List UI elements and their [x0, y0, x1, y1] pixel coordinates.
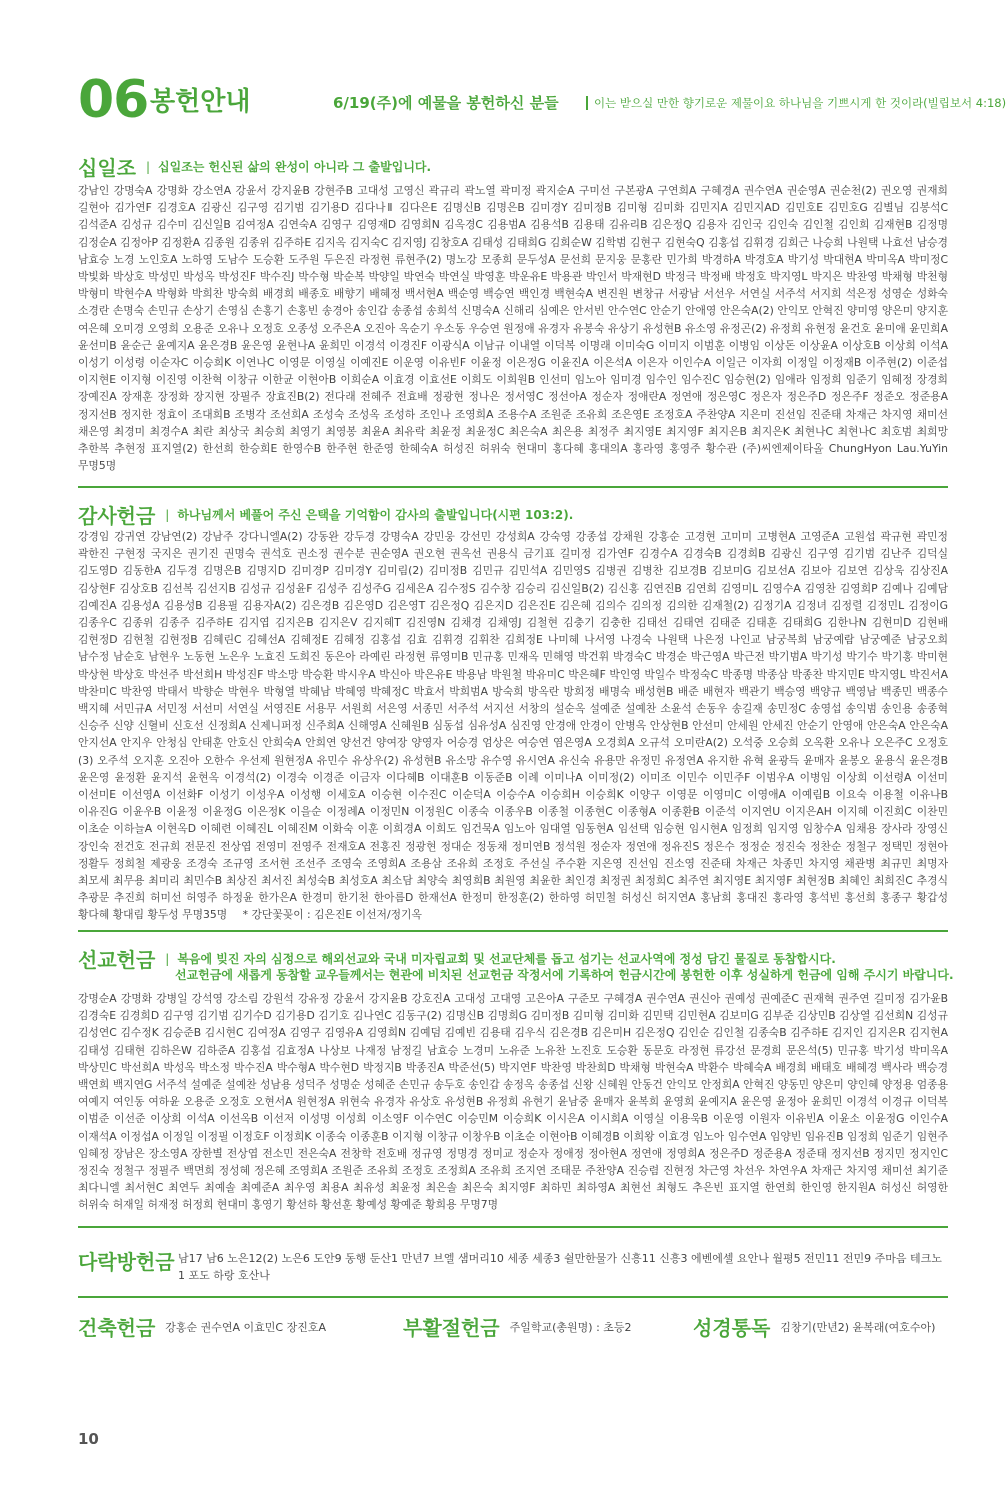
thanks-title: 감사헌금 [78, 504, 156, 528]
bible-title: 성경통독 [693, 1316, 771, 1340]
thanks-description: 하나님께서 베풀어 주신 은택을 기억함이 감사의 출발입니다(시편 103:2). [177, 508, 574, 522]
page-title: 봉헌안내 [150, 87, 251, 117]
tithe-heading [78, 152, 431, 181]
easter-names: 주일학교(총원명) : 초등2 [509, 1320, 632, 1334]
thanks-note: * 강단꽃꽂이 : 김은진E 이선저/정기옥 [242, 908, 422, 922]
tithe-description: 십일조는 헌신된 삶의 완성이 아니라 그 출발입니다. [158, 160, 432, 174]
header-divider [586, 96, 588, 110]
section-divider [78, 1226, 948, 1228]
easter-title: 부활절헌금 [403, 1316, 500, 1340]
building-offering [78, 1312, 326, 1341]
darabang-list: 남17 남6 노은12(2) 노은6 도안9 동행 둔산1 만년7 브엘 샘머리10 세종 세종3 쉴만한물가 신흥11 신흥3 에벤에셀 요안나 월평5 전민11 전민9 주마음 테크노1 포도 하랑 호산나 [178, 1252, 942, 1282]
mission-title: 선교헌금 [78, 948, 156, 972]
page-number: 10 [78, 1430, 99, 1448]
separator: | [165, 507, 170, 522]
mission-description: 복음에 빚진 자의 심정으로 해외선교와 국내 미자립교회 및 선교단체를 돕고 섬기는 선교사역에 정성 담긴 물질로 동참합시다. [177, 952, 836, 966]
tithe-title: 십일조 [78, 156, 136, 180]
building-names: 강홍순 권수연A 이효민C 장진호A [165, 1320, 327, 1334]
tithe-names: 강남인 강명숙A 강명화 강소연A 강윤서 강지윤B 강현주B 고대성 고영신 곽규리 곽노열 곽미정 곽지순A 구미선 구본광A 구연희A 구혜경A 권수연A 권순영A 권순천(2) 권오영 권재희 길현아 김가연F 김경호A 김광신 김구영 김기범 김기용D 김다나Ⅱ 김다은E 김명신B 김명은B 김미경Y 김미정B 김미형 김미화 김민지A 김민지AD 김민호E 김민호G 김별님 김봉석C 김석준A 김성규 김수미 김신일B 김여정A 김연숙A 김영구 김영재D 김영희N 김옥경C 김용범A 김용석B 김용태 김유리B 김은정Q 김용자 김인국 김인숙 김인철 김인희 김재현B 김정명 김정순A 김정아P 김정환A 김종원 김종위 김주하E 김지옥 김지숙C 김지영J 김창호A 김태성 김태희G 김희순W 김학범 김현구 김현숙Q 김홍섭 김휘경 김희근 나승희 나원택 나효선 남승경 남효승 노경 노인호A 노하영 도남수 도승환 도주원 두은진 라정현 류현주(2) 명노강 모종희 문두성A 문선희 문지웅 문홍란 민가희 박경하A 박경호A 박기성 박대현A 박미옥A 박미정C 박빛화 박상호 박성민 박성옥 박성진F 박수진J 박수형 박순복 박양일 박연숙 박연실 박영훈 박운유E 박용관 박인서 박재현D 박정극 박정배 박정호 박지영L 박지은 박찬영 박채형 박천형 박형미 박현수A 박형화 박희찬 방숙희 배경희 배종호 배향기 배혜정 백서현A 백순영 백승연 백인경 백현숙A 변진원 변창규 서광남 서선우 서연실 서주석 서지희 석은정 성영순 성화숙 소경란 손명숙 손민규 손상기 손영심 손홍기 손홍빈 송경아 송인갑 송종섭 송희석 신명숙A 신해리 심예은 안서빈 안수연C 안순기 안애영 안은숙A(2) 안익모 안혁진 양미영 양은미 양지훈 여은혜 오미경 오영희 오용준 오유나 오정호 오종성 오주은A 오진아 옥순기 우소동 우승연 원정애 유경자 유봉숙 유상기 유성현B 유소영 유정곤(2) 유정희 유현정 윤건호 윤미애 윤민희A 윤선미B 윤순근 윤예지A 윤은경B 윤은영 윤현나A 윤희민 이경석 이경진F 이광식A 이남규 이내열 이덕복 이명래 이미숙G 이미지 이범훈 이병임 이상돈 이상윤A 이상호B 이상희 이석A 이성기 이성령 이순자C 이승희K 이연나C 이영문 이영실 이예진E 이운영 이유빈F 이윤정 이은정G 이윤진A 이은석A 이은자 이인수A 이일근 이자희 이정일 이정재B 이주현(2) 이준섭 이지현E 이지형 이진영 이찬혁 이창규 이한균 이현아B 이희순A 이효경 이효선E 이희도 이희원B 인선미 임노아 임미경 임수인 임수진C 임승현(2) 임애라 임정희 임준기 임혜정 장경희 장예진A 장재훈 장정화 장지현 장필주 장효진B(2) 전다래 전혜주 전효배 정광현 정나은 정서영C 정선아A 정순자 정애란A 정연애 정은영C 정은자 정은주D 정은주F 정준오 정준용A 정지선B 정지한 정효이 조대희B 조병각 조선희A 조성숙 조성옥 조성하 조인나 조영희A 조용수A 조원준 조유희 조은영E 조정호A 주찬양A 지은미 진선임 진준태 차재근 차지영 채미선 채은영 최경미 최경수A 최란 최상국 최승희 최영기 최영봉 최윤A 최유락 최윤정 최윤정C 최은숙A 최은용 최정주 최지영E 최지영F 최지은B 최지은K 최현나C 최현나C 최호범 최희망 추한복 추현정 표지열(2) 한선희 한승희E 한영수B 한주현 한준영 한혜숙A 허성진 허위숙 현대미 홍다혜 홍대의A 홍라영 홍영주 황수관 (주)씨엔제이타올 ChungHyon Lau.YuYin 무명5명 [78, 184, 948, 473]
page-header [78, 70, 1006, 130]
mission-names: 강명순A 강명화 강병일 강석영 강소림 강원석 강유정 강윤서 강지윤B 강호진A 고대성 고대영 고은아A 구준모 구혜경A 권수연A 권신아 권예성 권예준C 권재혁 권주연 길미정 김가윤B 김경숙E 김경희D 김구영 김기범 김기수D 김기용D 김기호 김나연C 김동구(2) 김명신B 김명희G 김미정B 김미형 김미화 김민택 김민현A 김보미G 김부준 김상민B 김상열 김선희N 김성규 김성연C 김수정K 김승준B 김시현C 김여정A 김영구 김영유A 김영희N 김예덤 김예빈 김용태 김우식 김은경B 김은미H 김은정Q 김인순 김인철 김종숙B 김주하E 김지인 김지은R 김지현A 김태성 김태현 김하은W 김하준A 김홍섭 김효정A 나상보 나재정 남정길 남효승 노경미 노유준 노유찬 노진호 도승환 동문호 라정현 류강선 문경희 문은석(5) 민규홍 박기성 박미옥A 박상민C 박선희A 박성옥 박소정 박수진A 박수형A 박수현D 박정지B 박종진A 박준선(5) 박지연F 박찬영 박찬희D 박채형 박현숙A 박환수 박혜숙A 배경희 배태호 배혜경 백사라 백승경 백연희 백지연G 서주석 설예준 설예찬 성남용 성덕주 성명순 성혜준 손민규 송두호 송인갑 송정옥 송종섭 신왕 신혜원 안동건 안익모 안정희A 안혁진 양동민 양은미 양인혜 양정용 엄종용 여예지 여인동 여하윤 오용준 오정호 오현서A 원현정A 위현숙 유경자 유상호 유성현B 유정희 유현기 윤남중 윤매자 윤복희 윤영희 윤예지A 윤은영 윤정아 윤희민 이경석 이경규 이덕복 이범준 이선준 이상희 이석A 이선옥B 이선저 이성명 이성희 이소영F 이수연C 이승민M 이승희K 이시은A 이시희A 이영실 이용욱B 이운영 이원자 이유빈A 이윤소 이윤정G 이인수A 이재석A 이정섭A 이정일 이정필 이정호F 이정희K 이종숙 이종훈B 이지형 이창규 이창우B 이초순 이현아B 이혜경B 이희왕 이효경 임노아 임수연A 임양빈 임유진B 임정희 임준기 임현주 임혜정 장남은 장소영A 장한별 전상엽 전소민 전은숙A 전창학 전호배 정규영 정명경 정미교 정순자 정애정 정아현A 정연애 정영희A 정은주D 정준용A 정준태 정지선B 정지민 정지인C 정진숙 정철구 정필주 백면희 정성혜 정은혜 조영희A 조원준 조유희 조정호 조정희A 조유희 조지연 조태문 주찬양A 진승렴 진현정 차근영 차선우 차연우A 차재근 차지영 채미선 최기준 최다니엘 최서현C 최연두 최예솔 최예준A 최우영 최용A 최유성 최윤정 최은솔 최은숙 최지영F 최하민 최하영A 최현선 최형도 추은빈 표지열 한연희 한인영 한지원A 허성신 허영한 허위숙 허재일 허재정 허정희 현대미 홍영기 황선하 황선훈 황예성 황예준 황희용 무명7명 [78, 992, 948, 1212]
section-divider [78, 930, 948, 932]
header-verse: 이는 받으실 만한 향기로운 제물이요 하나님을 기쁘시게 한 것이라(빌립보서 4:18) [594, 96, 1006, 110]
bottom-offerings [78, 1312, 948, 1342]
page-subtitle: 6/19(주)에 예물을 봉헌하신 분들 [333, 94, 559, 112]
building-title: 건축헌금 [78, 1316, 156, 1340]
easter-offering [403, 1312, 632, 1341]
separator: | [145, 159, 151, 174]
thanks-names-list: 강경임 강귀연 강남연(2) 강남주 강다니엘A(2) 강동완 강두경 강명숙A 강민웅 강선민 강성희A 강숙영 강종섭 강채원 강홍순 고경현 고미미 고병현A 고영준A 고원섭 곽규현 곽민정 곽한진 구현정 국지은 권기진 권명숙 권석호 권소정 권수분 권순영A 권오현 권옥선 권용식 금기표 길미정 김가연F 김경수A 김경숙B 김경희B 김광신 김구영 김기범 김난주 김덕실 김도영D 김동한A 김두경 김명은B 김명지D 김미경P 김미경Y 김미림(2) 김미정B 김민규 김민석A 김민영S 김병권 김병찬 김보경B 김보미G 김보선A 김보아 김보연 김상욱 김상진A 김상현F 김상호B 김선복 김선지B 김성규 김성윤F 김성주 김성주G 김세은A 김수정S 김수창 김승리 김신일B(2) 김신홍 김연진B 김연희 김영미L 김영수A 김영찬 김영희P 김예나 김예담 김예진A 김용성A 김용성B 김용필 김용자A(2) 김은경B 김은영D 김은영T 김은정Q 김은지D 김은진E 김은혜 김의수 김의정 김의한 김재철(2) 김정기A 김정녀 김정렬 김정민L 김정이G 김종우C 김종위 김종주 김주하E 김지엽 김지은B 김지은V 김지혜T 김진영N 김채경 김채영J 김철현 김충기 김충한 김태선 김태연 김태준 김태훈 김태희G 김한나N 김현미D 김현배 김현정D 김현철 김현정B 김혜린C 김혜선A 김혜정E 김혜정 김홍섭 김효 김휘경 김휘찬 김희정E 나미혜 나서영 나경숙 나원택 나은정 나인교 남궁복희 남궁예람 남궁예준 남궁오희 남수정 남순호 남현우 노동현 노은우 노효진 도희진 동은아 라예린 라정현 류영미B 민규홍 민재옥 민해영 박건휘 박경숙C 박경순 박근영A 박근전 박기범A 박기성 박기수 박기홍 박미현 박상현 박상호 박선주 박선희H 박성진F 박소망 박승환 박시우A 박신아 박은유E 박용남 박원철 박유미C 박은혜F 박인영 박일수 박정숙C 박종명 박종삼 박종찬 박지민E 박지영L 박진서A 박찬미C 박찬영 박태서 박향순 박현우 박형열 박혜남 박혜영 박혜정C 박효서 박희범A 방숙희 방옥란 방희정 배명숙 배성현B 배준 배현자 백관기 백승영 백양규 백영남 백종민 백종수 백지혜 서민규A 서민정 서선미 서연실 서영진E 서용무 서원희 서은영 서종민 서주석 서지선 서창의 설순옥 설예준 설예찬 소윤석 손동우 송길재 송민정C 송영섭 송익범 송인용 송종혁 신승주 신양 신혈비 신호선 신정희A 신제니퍼정 신주희A 신해영A 신혜원B 심동섭 심유성A 심진영 안경애 안경이 안병옥 안상현B 안선미 안세원 안세진 안순기 안영애 안은숙A 안은숙A 안지선A 안지우 안청심 안태훈 안호신 안희숙A 안희연 양선건 양여장 양영자 어승경 엄상은 여승연 염은영A 오경희A 오규석 오미란A(2) 오석중 오승희 오옥환 오유나 오은주C 오정호(3) 오주석 오지훈 오진아 오한수 우선제 원현정A 유민수 유상우(2) 유성현B 유소망 유수영 유시연A 유신숙 유용만 유정민 유정연A 유지한 유혁 윤광득 윤매자 윤봉오 윤용식 윤은경B 윤은영 윤정환 윤지석 윤현옥 이경석(2) 이경숙 이경준 이금자 이다혜B 이대훈B 이동준B 이례 이미나A 이미정(2) 이미조 이민수 이민주F 이범우A 이병임 이상희 이선령A 이선미 이선미E 이선영A 이선화F 이성기 이성우A 이성행 이세호A 이승현 이수진C 이순덕A 이승수A 이승희H 이승희K 이양구 이영문 이영미C 이영애A 이예림B 이요숙 이용철 이유나B 이유진G 이윤우B 이윤정 이윤정G 이은정K 이을순 이정례A 이정민N 이정원C 이종숙 이종우B 이종철 이종현C 이종형A 이종환B 이준석 이지연U 이지은AH 이지혜 이진희C 이찬민 이초순 이하늘A 이현옥D 이혜련 이혜진L 이혜진M 이화숙 이훈 이희경A 이희도 임건묵A 임노아 임대열 임동현A 임선택 임승현 임시현A 임정희 임지영 임창수A 임채용 장사라 장영신 장인숙 전건호 전규희 전문진 전상엽 전영미 전영주 전재호A 전홍진 정광현 정대순 정동채 정미연B 정석원 정순자 정연애 정유진S 정은수 정정순 정진숙 정찬순 정철구 정택민 정현아 정활두 정희철 제광웅 조경숙 조규영 조서현 조선주 조영숙 조영희A 조용삼 조유희 조정호 주선실 주수환 지은영 진선임 진소영 진준태 차재근 차종민 차지영 채관병 최규민 최명자 최모세 최무용 최미리 최민수B 최상진 최서진 최성숙B 최성호A 최소담 최양숙 최영희B 최원영 최윤한 최인경 최정권 최정희C 최주연 최지영E 최지영F 최현정B 최혜인 최희진C 추경식 추광문 추진희 허미선 허영주 하정윤 한가은A 한경미 한기천 한아름D 한재선A 한정미 한정훈(2) 한하영 허민철 허성신 허지연A 홍남희 홍대진 홍라영 홍석빈 홍선희 홍종구 황갑성 황다혜 황대림 황두성 무명35명 [78, 530, 948, 922]
section-divider [78, 486, 948, 488]
section-divider [78, 1296, 948, 1298]
bible-names: 김창기(만년2) 윤복래(여호수아) [780, 1320, 936, 1334]
thanks-names [78, 528, 948, 922]
mission-description-2: 선교헌금에 새롭게 동참할 교우들께서는 현관에 비치된 선교헌금 작정서에 기록하여 헌금시간에 봉헌한 이후 성실하게 헌금에 임해 주시기 바랍니다. [175, 968, 954, 982]
bible-reading [693, 1312, 935, 1341]
separator: | [165, 951, 170, 966]
section-number: 06 [78, 70, 149, 130]
thanks-heading [78, 500, 573, 529]
darabang-title: 다락방헌금 [78, 1250, 175, 1274]
